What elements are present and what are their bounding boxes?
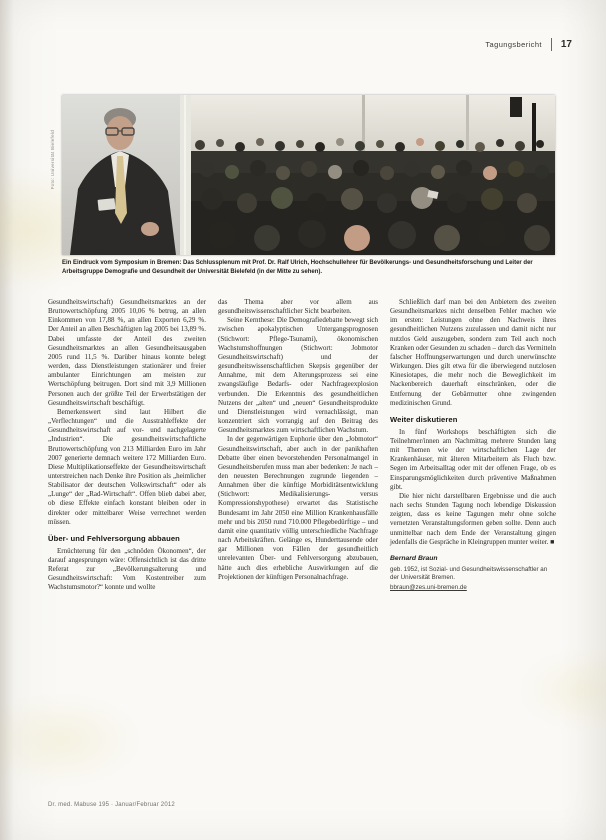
paragraph: Bemerkenswert sind laut Hilbert die „Verflechtungen“ und die Ausstrahleffekte der Gesundheitswirtschaft auf vor- und nachgelagerte „Industrien“. Die gesundheitswirtschaftliche Bruttowertschöpfung von 213 Milliarden Euro im Jahr 2007 generierte demnach weitere 172 Milliarden Euro. Diese Multiplikationseffekte der Gesundheitswirtschaft unterstreichen nach Denke ihre Position als „heimlicher Stabilisator der deutschen Volkswirtschaft“ oder als „Lunge“ der „Rad-Wirtschaft“. Offen blieb dabei aber, ob diese Effekte einfach konstant bleiben oder in direkter oder mittelbarer Weise verrechnet werden müssen. xyxy=(48,407,206,526)
paragraph: In fünf Workshops beschäftigten sich die Teilnehmer/innen am Nachmittag mehrere Stunden lang mit Themen wie der wirtschaftlichen Lage der Krankenhäuser, mit älteren Mitarbeitern als Fluch bzw. Segen im Arbeitsalltag oder mit der offenen Frage, ob es Einsparungsmöglichkeiten durch präventive Maßnahmen gibt. xyxy=(390,427,556,491)
author-bio: geb. 1952, ist Sozial- und Gesundheitswissenschaftler an der Universität Bremen. xyxy=(390,565,548,582)
journal-footer: Dr. med. Mabuse 195 · Januar/Februar 2012 xyxy=(48,802,175,808)
author-name: Bernard Braun xyxy=(390,554,438,562)
paragraph: In der gegenwärtigen Euphorie über den „Jobmotor“ Gesundheitswirtschaft, aber auch in der panikhaften Debatte über einen bevorstehenden Personalmangel in Gesundheitsberufen muss man aber bedenken: Je nach – den neuesten Berechnungen zugrunde liegenden – Annahmen über die künftige Morbiditätsentwicklung (Stichwort: Medikalisierungs- versus Kompressionshypothese) erwartet das Statistische Bundesamt im Jahr 2050 eine Million Krankenhausfälle mehr und bis 2050 rund 710.000 Pflegebedürftige – und damit eine quantitativ völlig unterschiedliche Nachfrage nach Arbeitskräften. Gelänge es, Hunderttausende oder gar Millionen von Fällen der gesundheitlich unrelevanten Über- und Fehlversorgung abzubauen, hätte auch dies erhebliche Auswirkungen auf die Projektionen der künftigen Personalnachfrage. xyxy=(218,435,378,581)
photo-credit: Foto: Universität Bielefeld xyxy=(50,130,55,190)
paragraph: Die hier nicht darstellbaren Ergebnisse und die auch nach sechs Stunden Tagung noch lebendige Diskussion zeigten, dass es keine Tagungen mehr ohne solche vernetzten Veranstaltungsformen geben sollte. Denn auch unmittelbar nach dem Ende der Veranstaltung gingen jedenfalls die Gespräche in Kleingruppen munter weiter. ■ xyxy=(390,491,556,546)
paragraph: Ernüchterung für den „schnöden Ökonomen“, der darauf angesprungen wäre: Offensichtlich ist das dritte Referat zur „Bevölkerungsalterung und Gesundheitswirtschaft: Vom Kostentreiber zum Wachstumsmotor?“ konnte und wollte xyxy=(48,546,206,592)
article-column-2 xyxy=(218,298,378,582)
header-divider xyxy=(551,38,552,51)
photo-caption: Ein Eindruck vom Symposium in Bremen: Das Schlussplenum mit Prof. Dr. Ralf Ulrich, Hochschullehrer für Bevölkerungs- und Gesundheitsforschung und Leiter der Arbeitsgruppe Demografie und Gesundheit der Universität Bielefeld (in der Mitte zu sehen). xyxy=(62,260,533,275)
page-number: 17 xyxy=(560,39,572,50)
article-column-3 xyxy=(390,298,556,592)
paragraph: Schließlich darf man bei den Anbietern des zweiten Gesundheitsmarktes nicht denselben Fehler machen wie im ersten: Leistungen ohne den Nachweis ihres gesundheitlichen Nutzens zuzulassen und damit nicht nur nutzlos Geld auszugeben, sondern zum Teil auch noch Kranken oder Gesunden zu schaden – durch das Vermitteln falscher Hoffnungserwartungen und durch unerwünschte Wirkungen. Dies gilt etwa für die überwiegend nutzlosen Kinesiotapes, die mehr noch die Beweglichkeit im Nackenbereich dauerhaft einschränken, oder die Entfernung der Gebärmutter ohne zwingenden medizinischen Grund. xyxy=(390,298,556,407)
section-label: Tagungsbericht xyxy=(485,40,542,49)
subheading-weiter-diskutieren: Weiter diskutieren xyxy=(390,414,458,424)
article-column-1 xyxy=(48,298,206,593)
page-header xyxy=(485,38,572,51)
paragraph: Gesundheitswirtschaft) Gesundheitsmarktes an der Bruttowertschöpfung 2005 10,06 % betrug, an allen Einkommen von 17,88 %, an allen Exporten 6,29 %. Der Anteil an allen Beschäftigten lag 2005 bei 13,89 %. Dabei umfasste der Anteil des zweiten Gesundheitsmarktes an allen Gesundheitsausgaben 2005 rund 11,5 %. Darüber hinaus konnte belegt werden, dass Dienstleistungen stationärer und freier ambulanter Einrichtungen am meisten zur Wertschöpfung beitrugen. Dort sind mit 3,9 Millionen Personen auch der größte Teil der Erwerbstätigen der Gesundheitswirtschaft beschäftigt. xyxy=(48,298,206,407)
author-email: bbraun@zes.uni-bremen.de xyxy=(390,584,467,592)
subheading-fehlversorgung: Über- und Fehlversorgung abbauen xyxy=(48,533,180,543)
paragraph: das Thema aber vor allem aus gesundheitswissenschaftlicher Sicht bearbeiten. xyxy=(218,298,378,316)
author-block xyxy=(390,555,556,592)
conference-photo-illustration xyxy=(62,95,555,255)
conference-photo xyxy=(62,95,555,255)
paragraph: Seine Kernthese: Die Demografiedebatte bewegt sich zwischen apokalyptischen Untergangsprognosen (Stichwort: Pflege-Tsunami), ökonomischen Wachstumshoffnungen (Stichwort: Jobmotor Gesundheitswirtschaft) und der gesundheitswissenschaftlichen Skepsis gegenüber der Annahme, mit dem Alterungsprozess sei eine zwangsläufige Bedarfs- oder Nachfrageexplosion verbunden. Die Erkenntnis des gesundheitlichen Nutzens der „alten“ und „neuen“ Gesundheitsprodukte und Dienstleistungen wird vernachlässigt, man konzentriert sich vorrangig auf den Beitrag des Gesundheitsmarktes zum wirtschaftlichen Wachstum. xyxy=(218,316,378,435)
